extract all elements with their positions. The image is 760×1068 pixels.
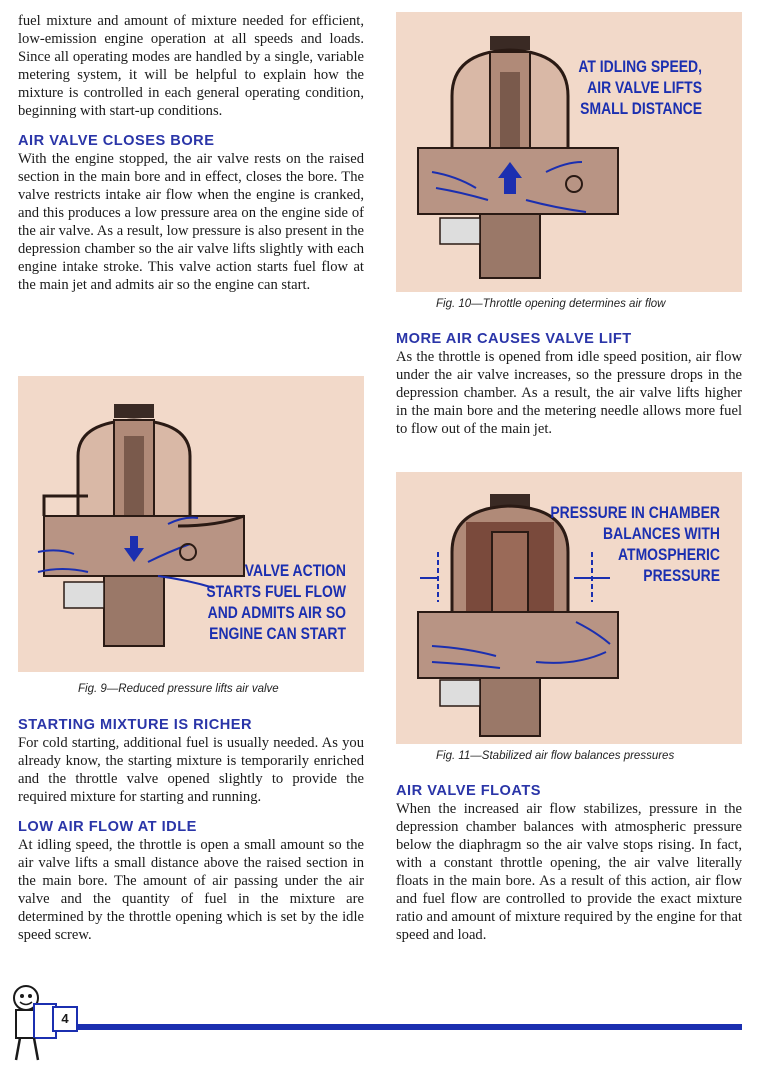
figure-10 bbox=[396, 12, 742, 292]
heading-starting-mixture: STARTING MIXTURE IS RICHER bbox=[18, 717, 253, 733]
right-column-lower bbox=[396, 782, 742, 944]
carburetor-diagram-fig10 bbox=[396, 12, 742, 292]
heading-air-valve-closes-bore: AIR VALVE CLOSES BORE bbox=[18, 133, 215, 149]
page-number: 4 bbox=[52, 1006, 78, 1032]
fig10-callout: AT IDLING SPEED, AIR VALVE LIFTS SMALL DISTANCE bbox=[578, 57, 702, 118]
figure-11 bbox=[396, 472, 742, 744]
air-valve-closes-bore-body: With the engine stopped, the air valve rests on the raised section in the main bore and in effect, closes the bore. The valve restricts intake air flow when the engine is cranked, and this produces a low pressure area on the engine side of the air valve. As a result, low pressure is also present in the depression chamber so the air valve lifts slightly with each engine intake stroke. This valve action starts fuel flow at the main jet and admits air so the engine can start. bbox=[18, 151, 364, 293]
heading-air-valve-floats: AIR VALVE FLOATS bbox=[396, 783, 542, 799]
fig11-callout: PRESSURE IN CHAMBER BALANCES WITH ATMOSPHERIC PRESSURE bbox=[550, 503, 720, 585]
footer-rule bbox=[78, 1024, 742, 1030]
heading-low-air-flow: LOW AIR FLOW AT IDLE bbox=[18, 819, 197, 835]
right-column-upper bbox=[396, 330, 742, 438]
fig10-caption: Fig. 10—Throttle opening determines air flow bbox=[436, 298, 666, 310]
fig11-caption: Fig. 11—Stabilized air flow balances pressures bbox=[436, 750, 675, 762]
fig9-caption: Fig. 9—Reduced pressure lifts air valve bbox=[78, 683, 279, 695]
low-air-flow-body: At idling speed, the throttle is open a small amount so the air valve lifts a small distance above the raised section in the main bore. The amount of air passing under the air valve and the quantity of fuel in the mixture are determined by the throttle opening which is set by the idle speed screw. bbox=[18, 837, 364, 943]
left-column-lower bbox=[18, 716, 364, 944]
fig9-callout: VALVE ACTION STARTS FUEL FLOW AND ADMITS AIR SO ENGINE CAN START bbox=[206, 561, 346, 643]
starting-mixture-body: For cold starting, additional fuel is usually needed. As you already know, the starting mixture is temporarily enriched and the throttle valve opened slightly to provide the required mixture for starting and running. bbox=[18, 735, 364, 805]
heading-more-air: MORE AIR CAUSES VALVE LIFT bbox=[396, 331, 632, 347]
more-air-body: As the throttle is opened from idle speed position, air flow under the air valve increases, so the pressure drops in the depression chamber. As a result, the air valve lifts higher in the main bore and the metering needle allows more fuel to flow out of the main jet. bbox=[396, 349, 742, 437]
left-column bbox=[18, 12, 364, 294]
intro-paragraph: fuel mixture and amount of mixture needed for efficient, low-emission engine operation at all speeds and loads. Since all operating modes are handled by a single, variable metering system, it will be helpful to explain how the mixture is controlled in each general operating condition, beginning with start-up conditions. bbox=[18, 13, 364, 119]
figure-9 bbox=[18, 376, 364, 672]
air-valve-floats-body: When the increased air flow stabilizes, pressure in the depression chamber balances with atmospheric pressure below the diaphragm so the air valve stops rising. In fact, with a constant throttle opening, the air valve literally floats in the main bore. As a result of this action, air flow and fuel flow are controlled to provide the exact mixture ratio and amount of mixture required by the engine for that speed and load. bbox=[396, 801, 742, 943]
